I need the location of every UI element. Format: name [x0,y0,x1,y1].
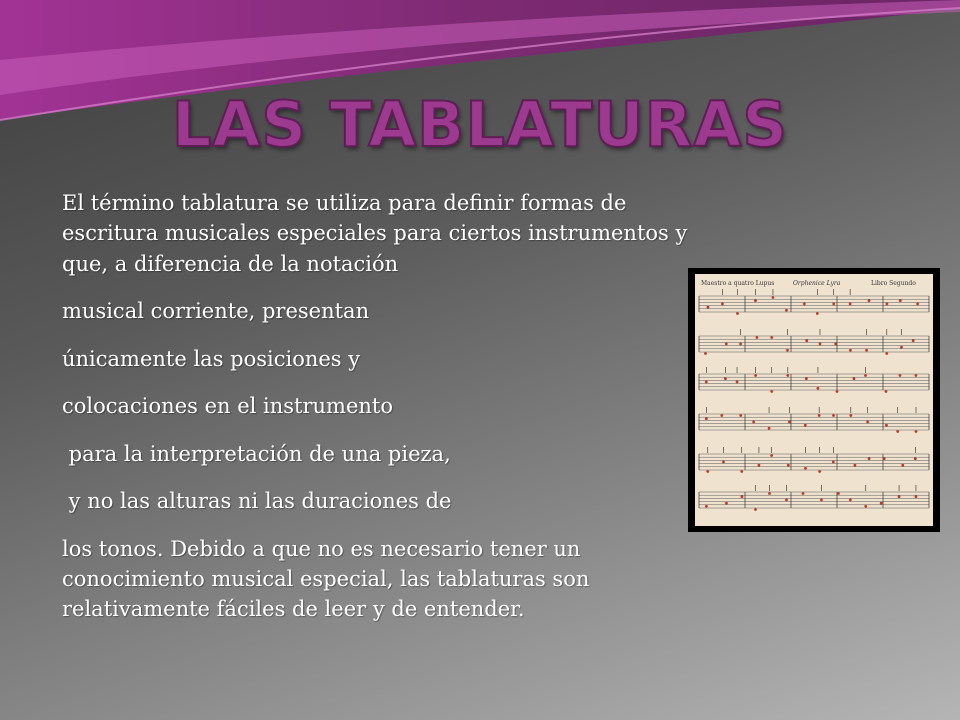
tab-fret-mark [896,430,899,433]
tab-fret-mark [805,377,808,380]
tab-fret-mark [880,502,883,505]
tab-fret-mark [706,470,709,473]
tab-fret-mark [805,339,808,342]
tab-fret-mark [899,299,902,302]
sheet-header-mid: Orphenice Lyra [793,280,841,287]
tab-fret-mark [724,377,727,380]
tab-fret-mark [803,303,806,306]
tab-fret-mark [705,505,708,508]
tab-fret-mark [820,499,823,502]
paragraph-line: musical corriente, presentan [62,299,370,324]
tab-fret-mark [721,303,724,306]
tab-fret-mark [768,492,771,495]
tab-fret-mark [739,414,742,417]
tab-fret-mark [914,457,917,460]
tab-fret-mark [758,464,761,467]
tab-fret-mark [754,508,757,511]
tab-fret-mark [915,374,918,377]
tab-fret-mark [818,414,821,417]
tab-fret-mark [804,467,807,470]
tab-fret-mark [720,414,723,417]
tab-fret-mark [832,303,835,306]
tablature-image [688,268,940,532]
tab-fret-mark [736,312,739,315]
tab-fret-mark [788,421,791,424]
paragraph-line: colocaciones en el instrumento [62,394,393,419]
tab-fret-mark [886,303,889,306]
tab-fret-mark [752,421,755,424]
tab-fret-mark [866,421,869,424]
tab-fret-mark [916,303,919,306]
tab-fret-mark [705,381,708,384]
paragraph-line: El término tablatura se utiliza para definir formas de [62,191,627,215]
tab-fret-mark [899,374,902,377]
tab-fret-mark [849,499,852,502]
tab-fret-mark [740,470,743,473]
tab-fret-mark [722,461,725,464]
tab-fret-mark [885,424,888,427]
tab-fret-mark [885,390,888,393]
tab-fret-mark [725,502,728,505]
tab-fret-mark [705,417,708,420]
tab-fret-mark [864,374,867,377]
tab-fret-mark [832,414,835,417]
tab-fret-mark [704,352,707,355]
tab-fret-mark [785,309,788,312]
paragraph-line: únicamente las posiciones y [62,346,361,371]
tablature-sheet [695,274,933,526]
tab-fret-mark [770,390,773,393]
tab-fret-mark [834,343,837,346]
tab-fret-mark [736,381,739,384]
tab-fret-mark [900,346,903,349]
tab-fret-mark [885,352,888,355]
tab-fret-mark [898,495,901,498]
tab-fret-mark [818,470,821,473]
tab-fret-mark [849,349,852,352]
tab-fret-mark [854,464,857,467]
tab-fret-mark [786,374,789,377]
tab-fret-mark [836,390,839,393]
sheet-header-left: Maestro a quatro Lupus [701,280,775,287]
sheet-header-right: Libro Segundo [871,280,916,287]
tab-fret-mark [785,499,788,502]
tab-fret-mark [770,454,773,457]
tab-fret-mark [772,296,775,299]
paragraph-line: que, a diferencia de la notación [62,251,399,276]
slide-title: LAS TABLATURAS [171,88,789,161]
tab-fret-mark [802,492,805,495]
tab-fret-mark [770,336,773,339]
tab-fret-mark [816,312,819,315]
tab-fret-mark [837,492,840,495]
paragraph-line: y no las alturas ni las duraciones de [62,489,452,514]
tab-fret-mark [849,303,852,306]
tab-fret-mark [754,299,757,302]
tab-fret-mark [804,424,807,427]
tab-fret-mark [817,387,820,390]
tab-fret-mark [707,306,710,309]
tab-fret-mark [741,495,744,498]
tab-fret-mark [725,343,728,346]
tab-fret-mark [883,457,886,460]
tab-fret-mark [787,464,790,467]
tab-fret-mark [865,349,868,352]
tab-fret-mark [864,505,867,508]
tab-fret-mark [912,339,915,342]
tab-fret-mark [756,336,759,339]
tab-fret-mark [819,343,822,346]
tab-fret-mark [832,461,835,464]
tab-fret-mark [853,377,856,380]
tab-fret-mark [754,374,757,377]
tab-fret-mark [915,495,918,498]
tab-fret-mark [739,343,742,346]
paragraph-line: escritura musicales especiales para ciertos instrumentos y [62,221,688,246]
paragraph-line: relativamente fáciles de leer y de entender. [62,597,525,622]
paragraph-line: los tonos. Debido a que no es necesario tener un [62,536,581,561]
paragraph-line: conocimiento musical especial, las tablaturas son [62,566,590,591]
paragraph-line: para la interpretación de una pieza, [62,441,451,466]
tab-fret-mark [786,349,789,352]
tab-fret-mark [868,457,871,460]
tab-fret-mark [768,427,771,430]
tab-fret-mark [901,464,904,467]
tab-fret-mark [849,414,852,417]
tab-fret-mark [868,299,871,302]
tab-fret-mark [915,430,918,433]
